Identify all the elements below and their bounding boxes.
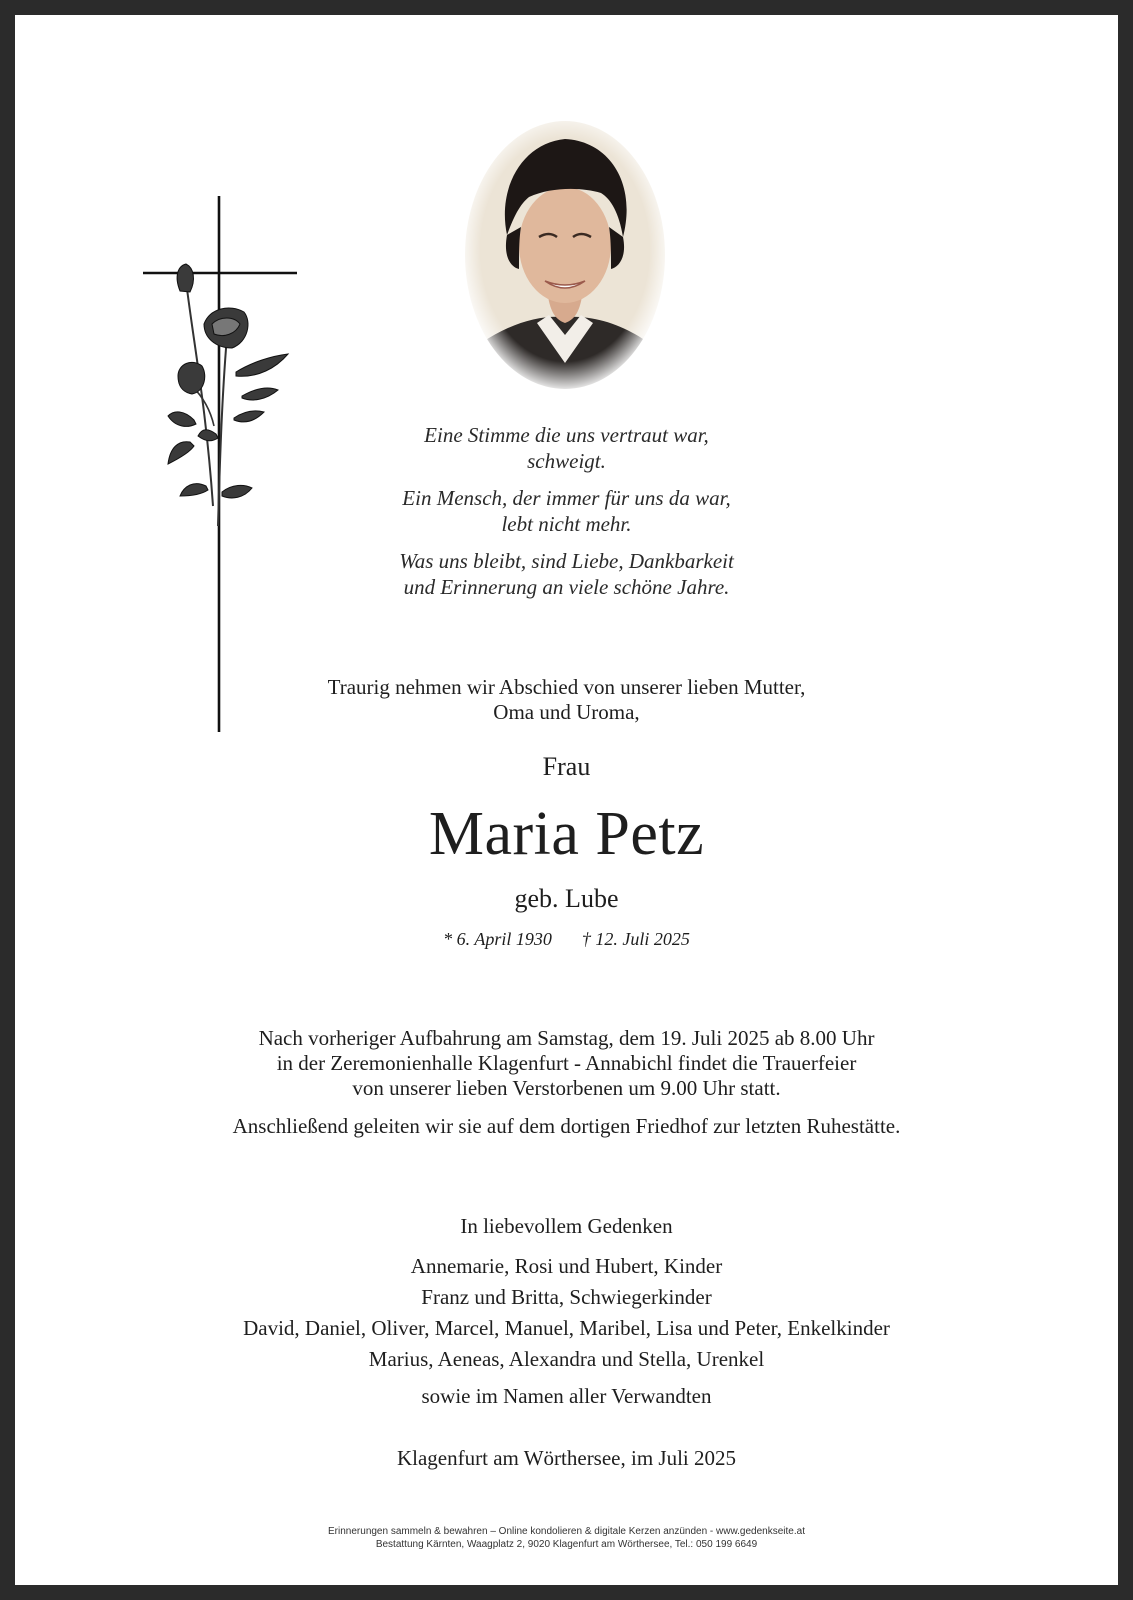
mourner-line: Annemarie, Rosi und Hubert, Kinder xyxy=(410,1254,723,1278)
mourner-line: David, Daniel, Oliver, Marcel, Manuel, Maribel, Lisa und Peter, Enkelkinder xyxy=(243,1316,890,1340)
poem-line: und Erinnerung an viele schöne Jahre. xyxy=(403,574,730,599)
ceremony-line: in der Zeremonienhalle Klagenfurt - Annabichl findet die Trauerfeier xyxy=(276,1051,857,1075)
farewell-intro xyxy=(0,675,1133,725)
place-date: Klagenfurt am Wörthersee, im Juli 2025 xyxy=(396,1446,737,1470)
poem-line: schweigt. xyxy=(527,448,606,473)
intro-line: Oma und Uroma, xyxy=(493,700,640,724)
mourners-list xyxy=(0,1251,1133,1375)
poem-line: Eine Stimme die uns vertraut war, xyxy=(424,423,709,447)
poem-line: Ein Mensch, der immer für uns da war, xyxy=(402,486,731,510)
ceremony-line: Nach vorheriger Aufbahrung am Samstag, dem 19. Juli 2025 ab 8.00 Uhr xyxy=(258,1026,875,1050)
ceremony-line: von unserer lieben Verstorbenen um 9.00 Uhr statt. xyxy=(352,1076,781,1100)
burial-details: Anschließend geleiten wir sie auf dem dortigen Friedhof zur letzten Ruhestätte. xyxy=(232,1114,901,1138)
mourner-line: Franz und Britta, Schwiegerkinder xyxy=(421,1285,712,1309)
honorific: Frau xyxy=(542,752,591,781)
relatives-note: sowie im Namen aller Verwandten xyxy=(421,1384,712,1408)
footer xyxy=(0,1525,1133,1551)
deceased-name: Maria Petz xyxy=(428,800,705,868)
portrait-photo xyxy=(461,117,669,393)
poem xyxy=(0,423,1133,612)
birth-date: * 6. April 1930 xyxy=(443,929,552,949)
poem-stanza xyxy=(0,549,1133,600)
ceremony-details xyxy=(0,1026,1133,1101)
poem-line: Was uns bleibt, sind Liebe, Dankbarkeit xyxy=(399,549,734,573)
footer-line: Erinnerungen sammeln & bewahren – Online kondolieren & digitale Kerzen anzünden - www.gedenkseite.at xyxy=(328,1526,805,1537)
death-date: † 12. Juli 2025 xyxy=(581,929,690,949)
memory-heading: In liebevollem Gedenken xyxy=(460,1214,673,1238)
poem-stanza xyxy=(0,486,1133,537)
maiden-name: geb. Lube xyxy=(514,884,619,913)
intro-line: Traurig nehmen wir Abschied von unserer lieben Mutter, xyxy=(327,675,806,699)
footer-line: Bestattung Kärnten, Waagplatz 2, 9020 Klagenfurt am Wörthersee, Tel.: 050 199 6649 xyxy=(375,1539,758,1550)
poem-stanza xyxy=(0,423,1133,474)
mourner-line: Marius, Aeneas, Alexandra und Stella, Urenkel xyxy=(368,1347,765,1371)
life-dates xyxy=(0,928,1133,950)
poem-line: lebt nicht mehr. xyxy=(501,511,632,536)
